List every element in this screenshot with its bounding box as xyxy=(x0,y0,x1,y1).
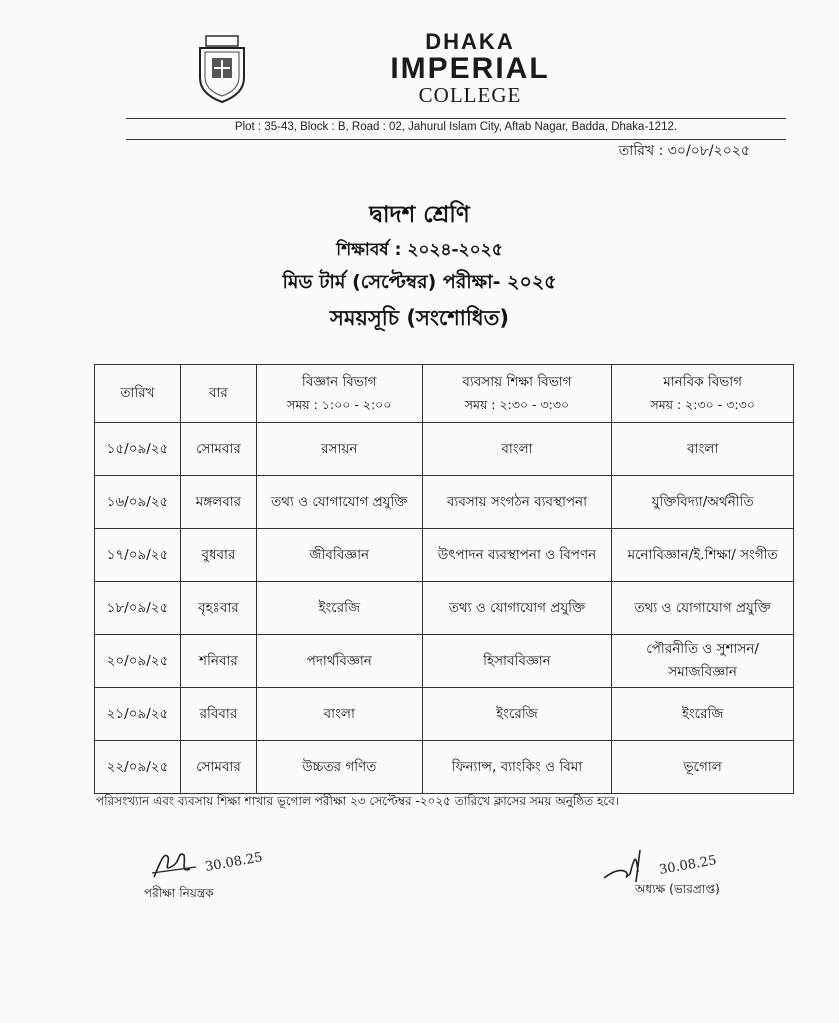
header-day: বার xyxy=(180,365,256,423)
header-science-label: বিজ্ঞান বিভাগ xyxy=(301,373,377,390)
header-humanities-label: মানবিক বিভাগ xyxy=(663,373,743,390)
schedule-title: সময়সূচি (সংশোধিত) xyxy=(329,306,510,330)
cell-date: ২০/০৯/২৫ xyxy=(95,635,181,688)
principal-signature-date: 30.08.25 xyxy=(658,853,718,878)
principal-signature xyxy=(600,842,760,886)
table-row xyxy=(95,582,794,635)
cell-humanities: পৌরনীতি ও সুশাসন/ সমাজবিজ্ঞান xyxy=(612,635,794,688)
cell-day: সোমবার xyxy=(180,741,256,794)
header-date: তারিখ xyxy=(95,365,181,423)
exam-title: মিড টার্ম (সেপ্টেম্বর) পরীক্ষা- ২০২৫ xyxy=(282,271,557,293)
cell-day: বৃহঃবার xyxy=(180,582,256,635)
cell-science: ইংরেজি xyxy=(256,582,422,635)
cell-date: ২২/০৯/২৫ xyxy=(95,741,181,794)
college-address: Plot : 35-43, Block : B, Road : 02, Jahurul Islam City, Aftab Nagar, Badda, Dhaka-1212. xyxy=(234,121,678,133)
cell-day: বুধবার xyxy=(180,529,256,582)
cell-day: মঙ্গলবার xyxy=(180,476,256,529)
table-row xyxy=(95,741,794,794)
controller-signature xyxy=(150,843,290,883)
cell-date: ১৮/০৯/২৫ xyxy=(95,582,181,635)
controller-signature-date: 30.08.25 xyxy=(204,850,264,875)
cell-business: ইংরেজি xyxy=(422,688,612,741)
cell-business: উৎপাদন ব্যবস্থাপনা ও বিপণন xyxy=(422,529,612,582)
table-row xyxy=(95,688,794,741)
table-row xyxy=(95,423,794,476)
header-rule-top xyxy=(126,118,786,119)
cell-business: হিসাববিজ্ঞান xyxy=(422,635,612,688)
cell-humanities: তথ্য ও যোগাযোগ প্রযুক্তি xyxy=(612,582,794,635)
table-row xyxy=(95,635,794,688)
principal-title: অধ্যক্ষ (ভারপ্রাপ্ত) xyxy=(635,882,720,896)
header-science-time: সময় : ১:০০ - ২:০০ xyxy=(287,396,392,412)
table-header-row xyxy=(95,365,794,423)
header-business-label: ব্যবসায় শিক্ষা বিভাগ xyxy=(462,373,572,390)
cell-humanities: ইংরেজি xyxy=(612,688,794,741)
cell-science: উচ্চতর গণিত xyxy=(256,741,422,794)
cell-date: ১৫/০৯/২৫ xyxy=(95,423,181,476)
cell-humanities: যুক্তিবিদ্যা/অর্থনীতি xyxy=(612,476,794,529)
cell-science: তথ্য ও যোগাযোগ প্রযুক্তি xyxy=(256,476,422,529)
college-name-line1: DHAKA xyxy=(425,29,515,54)
exam-note: পরিসংখ্যান এবং ব্যবসায় শিক্ষা শাখার ভূগোল পরীক্ষা ২৩ সেপ্টেম্বর -২০২৫ তারিখে ক্লাসের সময় অনুষ্ঠিত হবে। xyxy=(96,794,620,808)
cell-business: ফিন্যান্স, ব্যাংকিং ও বিমা xyxy=(422,741,612,794)
cell-date: ১৭/০৯/২৫ xyxy=(95,529,181,582)
cell-science: পদার্থবিজ্ঞান xyxy=(256,635,422,688)
cell-science: জীববিজ্ঞান xyxy=(256,529,422,582)
college-name-line3: COLLEGE xyxy=(418,83,522,107)
cell-date: ২১/০৯/২৫ xyxy=(95,688,181,741)
cell-humanities: মনোবিজ্ঞান/ই.শিক্ষা/ সংগীত xyxy=(612,529,794,582)
session-title: শিক্ষাবর্ষ : ২০২৪-২০২৫ xyxy=(336,240,503,260)
college-name xyxy=(380,30,560,106)
college-logo-icon xyxy=(196,34,248,104)
cell-day: সোমবার xyxy=(180,423,256,476)
notice-date: তারিখ : ৩০/০৮/২০২৫ xyxy=(618,143,750,159)
class-title: দ্বাদশ শ্রেণি xyxy=(369,202,470,228)
header-humanities xyxy=(612,365,794,423)
header-business-time: সময় : ২:৩০ - ৩:৩০ xyxy=(464,396,570,412)
cell-day: রবিবার xyxy=(180,688,256,741)
header-business xyxy=(422,365,612,423)
cell-business: তথ্য ও যোগাযোগ প্রযুক্তি xyxy=(422,582,612,635)
table-row xyxy=(95,476,794,529)
header-humanities-time: সময় : ২:৩০ - ৩:৩০ xyxy=(650,396,755,412)
cell-science: রসায়ন xyxy=(256,423,422,476)
exam-routine-table xyxy=(94,364,794,794)
cell-date: ১৬/০৯/২৫ xyxy=(95,476,181,529)
cell-humanities: ভূগোল xyxy=(612,741,794,794)
controller-title: পরীক্ষা নিয়ন্ত্রক xyxy=(144,886,214,900)
header-science xyxy=(256,365,422,423)
college-name-line2: IMPERIAL xyxy=(390,52,550,85)
cell-business: ব্যবসায় সংগঠন ব্যবস্থাপনা xyxy=(422,476,612,529)
cell-science: বাংলা xyxy=(256,688,422,741)
table-row xyxy=(95,529,794,582)
cell-business: বাংলা xyxy=(422,423,612,476)
cell-humanities: বাংলা xyxy=(612,423,794,476)
cell-day: শনিবার xyxy=(180,635,256,688)
